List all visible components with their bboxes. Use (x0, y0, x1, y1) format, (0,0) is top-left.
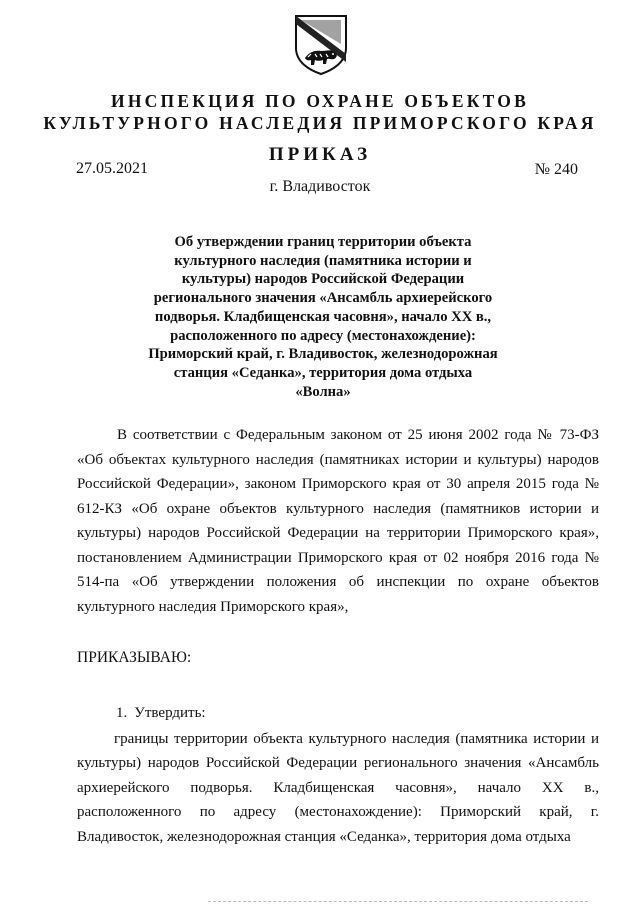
document-type: ПРИКАЗ (268, 144, 372, 165)
document-number: № 240 (534, 161, 578, 178)
page-bottom-divider (208, 901, 588, 903)
list-item-label: Утвердить: (134, 705, 206, 721)
list-item-number: 1. (116, 705, 128, 721)
item1-paragraph: границы территории объекта культурного наследия (памятника истории и культуры) народов Российской Федерации регионального значения «Ансамбль архиерейского подворья. Кладбищенская часовня», начало XX в., расположенного по адресу (местонахождение): Приморский край, г. Владивосток, железнодорожная станция «Седанка», территория дома отдыха (77, 731, 599, 845)
preamble-paragraph: В соответствии с Федеральным законом от 25 июня 2002 года № 73-ФЗ «Об объектах культурного наследия (памятниках истории и культуры) народов Российской Федерации», законом Приморского края от 30 апреля 2015 года № 612-КЗ «Об охране объектов культурного наследия (памятников истории и культуры) народов Российской Федерации на территории Приморского края», постановлением Администрации Приморского края от 02 ноября 2016 года № 514-па «Об утверждении положения об инспекции по охране объектов культурного наследия Приморского края», (77, 427, 599, 615)
document-title: Об утверждении границ территории объекта культурного наследия (памятника истории и культуры) народов Российской Федерации регионального значения «Ансамбль архиерейского подворья. Кладбищенская часовня», начало XX в., расположенного по адресу (местонахождение): Приморский край, г. Владивосток, железнодорожная станция «Седанка», территория дома отдыха «Волна» (148, 234, 498, 400)
document-city: г. Владивосток (269, 178, 371, 195)
coat-of-arms-icon (293, 14, 349, 76)
list-item (116, 705, 206, 722)
order-directive: ПРИКАЗЫВАЮ: (77, 649, 192, 666)
org-name-line1: ИНСПЕКЦИЯ ПО ОХРАНЕ ОБЪЕКТОВ (111, 91, 529, 111)
org-name-line2: КУЛЬТУРНОГО НАСЛЕДИЯ ПРИМОРСКОГО КРАЯ (43, 113, 597, 133)
document-date: 27.05.2021 (76, 160, 148, 177)
